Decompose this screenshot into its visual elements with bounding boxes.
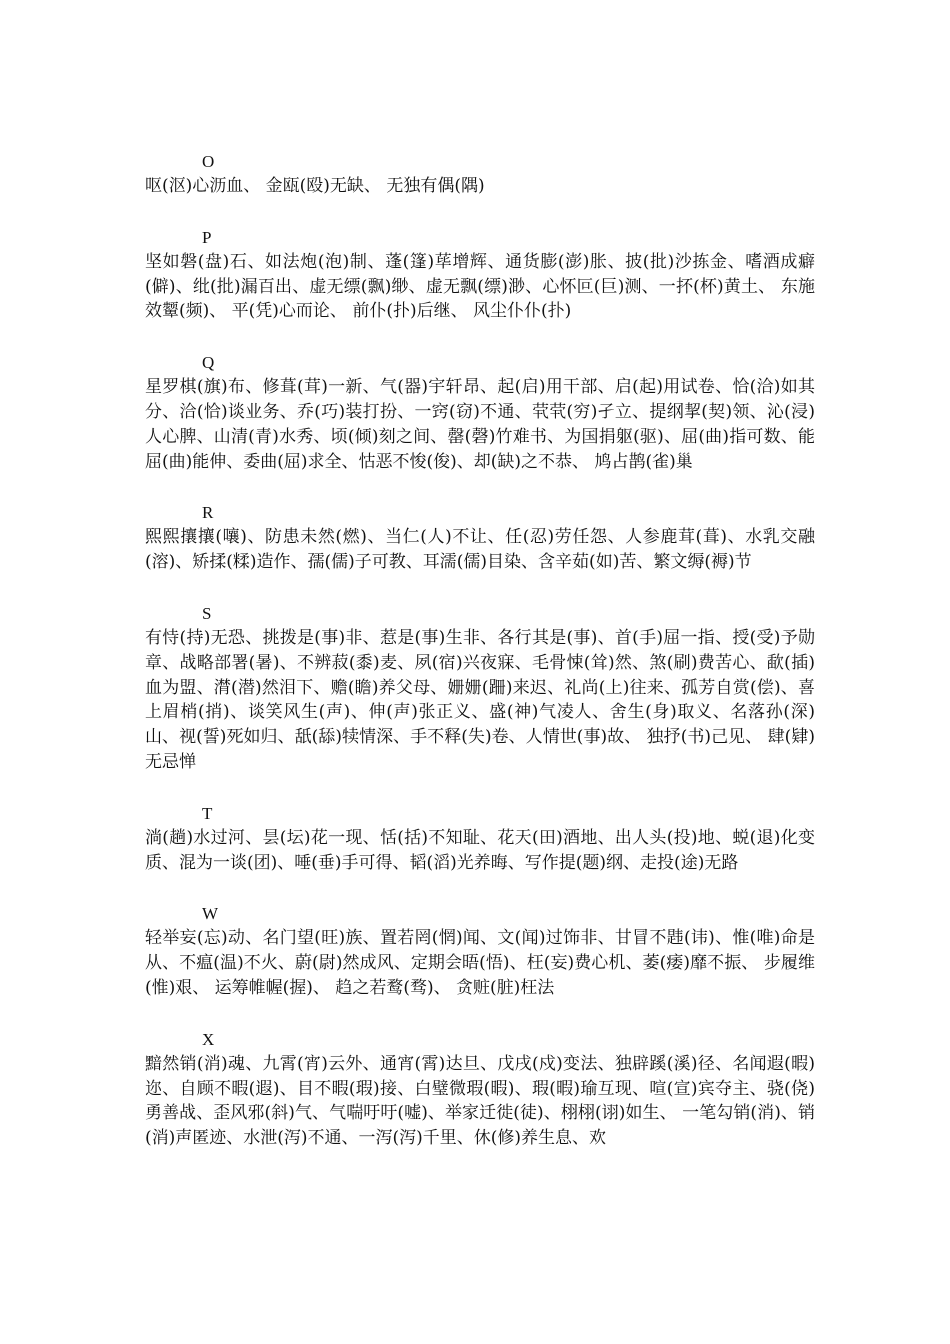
section-o bbox=[145, 150, 815, 199]
section-text: 星罗棋(旗)布、修葺(茸)一新、气(器)宇轩昂、起(启)用干部、启(起)用试卷、恰(洽)如其分、洽(恰)谈业务、乔(巧)装打扮、一窍(窃)不通、茕茕(穷)孑立、提纲挈(契)领、沁(浸)人心脾、山清(青)水秀、顷(倾)刻之间、罄(磬)竹难书、为国捐躯(驱)、屈(曲)指可数、能屈(曲)能伸、委曲(屈)求全、怙恶不悛(俊)、却(缺)之不恭、 鸠占鹊(雀)巢 bbox=[145, 377, 815, 472]
document-page bbox=[145, 150, 815, 1178]
section-r bbox=[145, 501, 815, 575]
section-x bbox=[145, 1028, 815, 1151]
section-letter: O bbox=[202, 152, 215, 171]
section-text: 熙熙攘攘(嚷)、防患未然(燃)、当仁(人)不让、任(忍)劳任怨、人参鹿茸(葺)、水乳交融(溶)、矫揉(糅)造作、孺(儒)子可教、耳濡(儒)目染、含辛茹(如)苦、繁文缛(褥)节 bbox=[145, 527, 815, 573]
section-text: 坚如磐(盘)石、如法炮(泡)制、蓬(篷)荜增辉、通货膨(澎)胀、披(批)沙拣金、嗜酒成癖(僻)、纰(批)漏百出、虚无缥(飘)缈、虚无飘(缥)渺、心怀叵(巨)测、一抔(杯)黄土、 东施效颦(频)、 平(凭)心而论、 前仆(扑)后继、 风尘仆仆(扑) bbox=[145, 251, 815, 322]
section-t bbox=[145, 802, 815, 876]
section-text: 有恃(持)无恐、挑拨是(事)非、惹是(事)生非、各行其是(事)、首(手)屈一指、授(受)予勋章、战略部署(暑)、不辨菽(黍)麦、夙(宿)兴夜寐、毛骨悚(耸)然、煞(刷)费苦心、歃(插)血为盟、潸(潜)然泪下、赡(瞻)养父母、姗姗(跚)来迟、礼尚(上)往来、孤芳自赏(偿)、喜上眉梢(捎)、谈笑风生(声)、伸(声)张正义、盛(神)气凌人、舍生(身)取义、名落孙(深)山、视(誓)死如归、舐(舔)犊情深、手不释(失)卷、人情世(事)故、 独抒(书)己见、 肆(肄)无忌惮 bbox=[145, 627, 815, 772]
section-text: 黯然销(消)魂、九霄(宵)云外、通宵(霄)达旦、戊戌(戍)变法、独辟蹊(溪)径、名闻遐(暇)迩、自顾不暇(遐)、目不暇(瑕)接、白璧微瑕(暇)、瑕(暇)瑜互现、喧(宣)宾夺主、骁(侥)勇善战、歪风邪(斜)气、气喘吁吁(嘘)、举家迁徙(徒)、栩栩(诩)如生、 一笔勾销(消)、销(消)声匿迹、水泄(泻)不通、一泻(泻)千里、休(修)养生息、欢 bbox=[145, 1053, 815, 1149]
section-w bbox=[145, 902, 815, 1000]
section-letter: T bbox=[202, 803, 213, 823]
section-q bbox=[145, 351, 815, 474]
section-letter: S bbox=[202, 603, 212, 623]
section-text: 轻举妄(忘)动、名门望(旺)族、置若罔(惘)闻、文(闻)过饰非、甘冒不韪(讳)、惟(唯)命是从、不瘟(温)不火、蔚(尉)然成风、定期会晤(悟)、枉(妄)费心机、萎(痿)靡不振、 步履维(惟)艰、 运筹帷幄(握)、 趋之若鹜(骛)、 贪赃(脏)枉法 bbox=[145, 928, 815, 998]
section-text: 呕(沤)心沥血、 金瓯(殴)无缺、 无独有偶(隅) bbox=[145, 176, 485, 196]
section-letter: X bbox=[202, 1029, 215, 1049]
section-letter: W bbox=[202, 904, 219, 924]
section-letter: R bbox=[202, 503, 214, 523]
section-s bbox=[145, 602, 815, 775]
section-p bbox=[145, 226, 815, 324]
section-text: 淌(趟)水过河、昙(坛)花一现、恬(括)不知耻、花天(田)酒地、出人头(投)地、蜕(退)化变质、混为一谈(团)、唾(垂)手可得、韬(滔)光养晦、写作提(题)纲、走投(途)无路 bbox=[145, 827, 815, 873]
section-letter: Q bbox=[202, 353, 215, 373]
section-letter: P bbox=[202, 227, 212, 247]
